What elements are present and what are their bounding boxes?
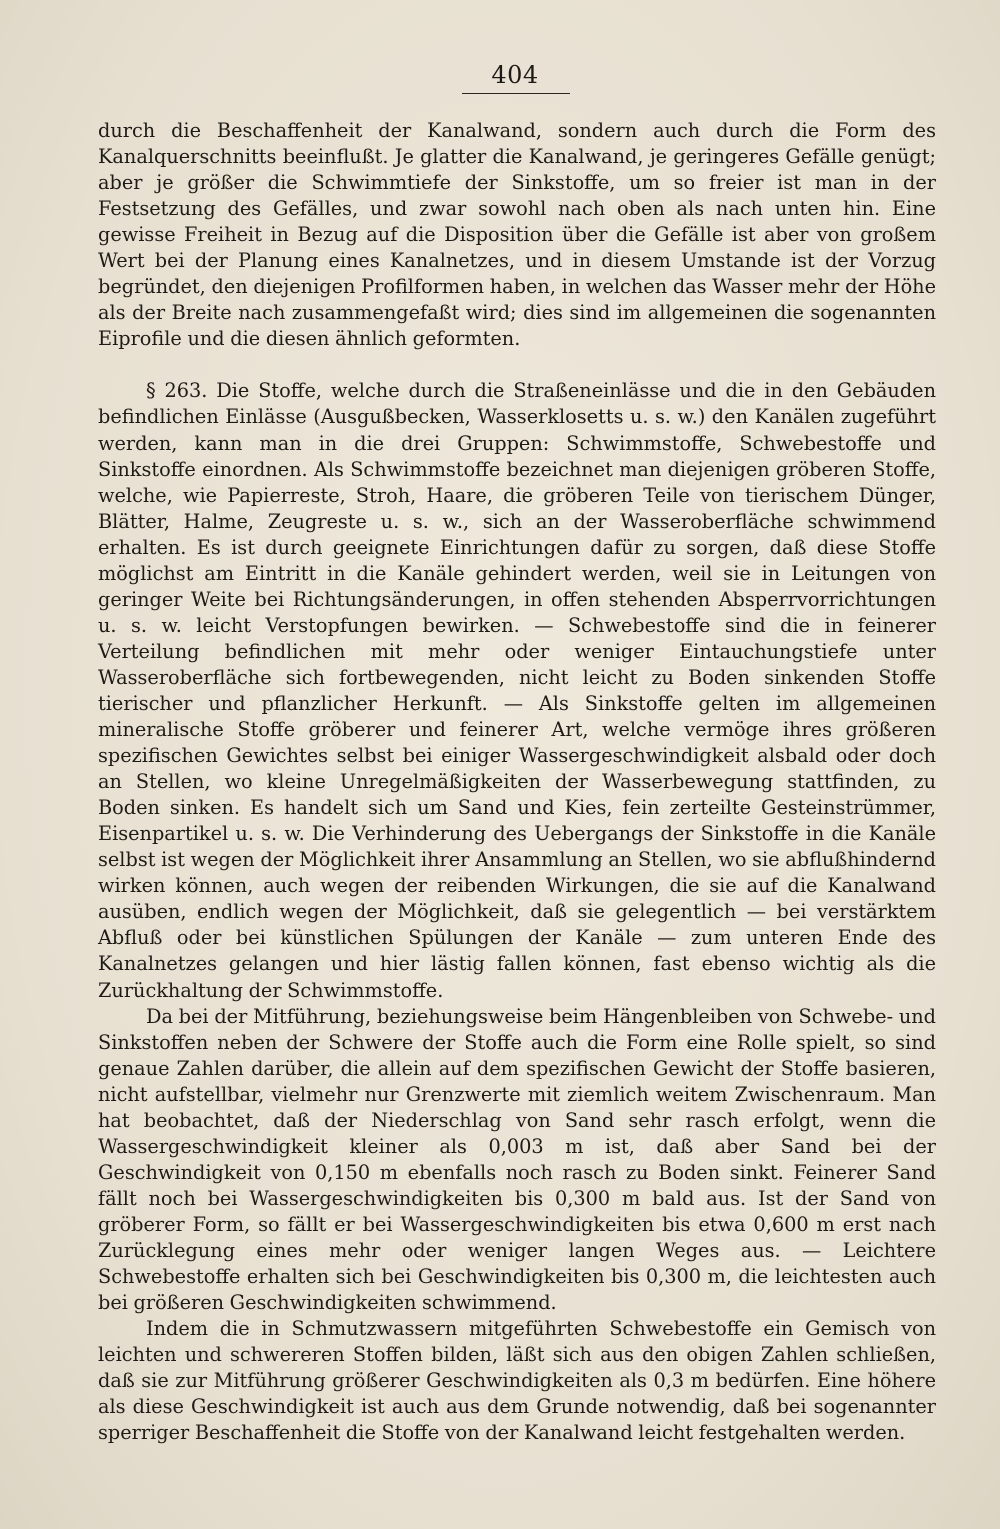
paragraph-velocity: Indem die in Schmutzwassern mitgeführten Schwebestoffe ein Gemisch von leichten und schwereren Stoffen bilden, läßt sich aus den obigen Zahlen schließen, daß sie zur Mitführung größerer Geschwindigkeiten als 0,3 m bedürfen. Eine höhere als diese Geschwindigkeit ist auch aus dem Grunde notwendig, daß bei sogenannter sperriger Beschaffenheit die Stoffe von der Kanalwand leicht festgehalten werden. <box>98 1317 936 1445</box>
paragraph-continuation: durch die Beschaffenheit der Kanalwand, sondern auch durch die Form des Kanalquerschnitts beeinflußt. Je glatter die Kanalwand, je geringeres Gefälle genügt; aber je größer die Schwimmtiefe der Sinkstoffe, um so freier ist man in der Festsetzung des Gefälles, und zwar sowohl nach oben als nach unten hin. Eine gewisse Freiheit in Bezug auf die Disposition über die Gefälle ist aber von großem Wert bei der Planung eines Kanalnetzes, und in diesem Umstande ist der Vorzug begründet, den diejenigen Profilformen haben, in welchen das Wasser mehr der Höhe als der Breite nach zusammengefaßt wird; dies sind im allgemeinen die sogenannten Eiprofile und die diesen ähnlich geformten. <box>98 119 936 351</box>
text-body <box>98 118 936 1446</box>
page-header <box>0 58 1000 98</box>
page-number: 404 <box>491 61 539 89</box>
header-rule <box>462 93 570 94</box>
paragraph-sedimentation: Da bei der Mitführung, beziehungsweise beim Hängenbleiben von Schwebe- und Sinkstoffen neben der Schwere der Stoffe auch die Form eine Rolle spielt, so sind genaue Zahlen darüber, die allein auf dem spezifischen Gewicht der Stoffe basieren, nicht aufstellbar, vielmehr nur Grenzwerte mit ziemlich weitem Zwischenraum. Man hat beobachtet, daß der Niederschlag von Sand sehr rasch erfolgt, wenn die Wassergeschwindigkeit kleiner als 0,003 m ist, daß aber Sand bei der Geschwindigkeit von 0,150 m ebenfalls noch rasch zu Boden sinkt. Feinerer Sand fällt noch bei Wassergeschwindigkeiten bis 0,300 m bald aus. Ist der Sand von gröberer Form, so fällt er bei Wassergeschwindigkeiten bis etwa 0,600 m erst nach Zurücklegung eines mehr oder weniger langen Weges aus. — Leichtere Schwebestoffe erhalten sich bei Geschwindigkeiten bis 0,300 m, die leichtesten auch bei größeren Geschwindigkeiten schwimmend. <box>98 1004 936 1315</box>
paragraph-section-263: § 263. Die Stoffe, welche durch die Straßeneinlässe und die in den Gebäuden befindlichen Einlässe (Ausgußbecken, Wasserklosetts u. s. w.) den Kanälen zugeführt werden, kann man in die drei Gruppen: Schwimmstoffe, Schwebestoffe und Sinkstoffe einordnen. Als Schwimmstoffe bezeichnet man diejenigen gröberen Stoffe, welche, wie Papierreste, Stroh, Haare, die gröberen Teile von tierischem Dünger, Blätter, Halme, Zeugreste u. s. w., sich an der Wasseroberfläche schwimmend erhalten. Es ist durch geeignete Einrichtungen dafür zu sorgen, daß diese Stoffe möglichst am Eintritt in die Kanäle gehindert werden, weil sie in Leitungen von geringer Weite bei Richtungsänderungen, in offen stehenden Absperrvorrichtungen u. s. w. leicht Verstopfungen bewirken. — Schwebestoffe sind die in feinerer Verteilung befindlichen mit mehr oder weniger Eintauchungstiefe unter Wasseroberfläche sich fortbewegenden, nicht leicht zu Boden sinkenden Stoffe tierischer und pflanzlicher Herkunft. — Als Sinkstoffe gelten im allgemeinen mineralische Stoffe gröberer und feinerer Art, welche vermöge ihres größeren spezifischen Gewichtes selbst bei einiger Wassergeschwindigkeit alsbald oder doch an Stellen, wo kleine Unregelmäßigkeiten der Wasserbewegung stattfinden, zu Boden sinken. Es handelt sich um Sand und Kies, fein zerteilte Gesteinstrümmer, Eisenpartikel u. s. w. Die Verhinderung des Uebergangs der Sinkstoffe in die Kanäle selbst ist wegen der Möglichkeit ihrer Ansammlung an Stellen, wo sie abflußhindernd wirken können, auch wegen der reibenden Wirkungen, die sie auf die Kanalwand ausüben, endlich wegen der Möglichkeit, daß sie gelegentlich — bei verstärktem Abfluß oder bei künstlichen Spülungen der Kanäle — zum unteren Ende des Kanalnetzes gelangen und hier lästig fallen können, fast ebenso wichtig als die Zurückhaltung der Schwimmstoffe. <box>98 379 936 1002</box>
